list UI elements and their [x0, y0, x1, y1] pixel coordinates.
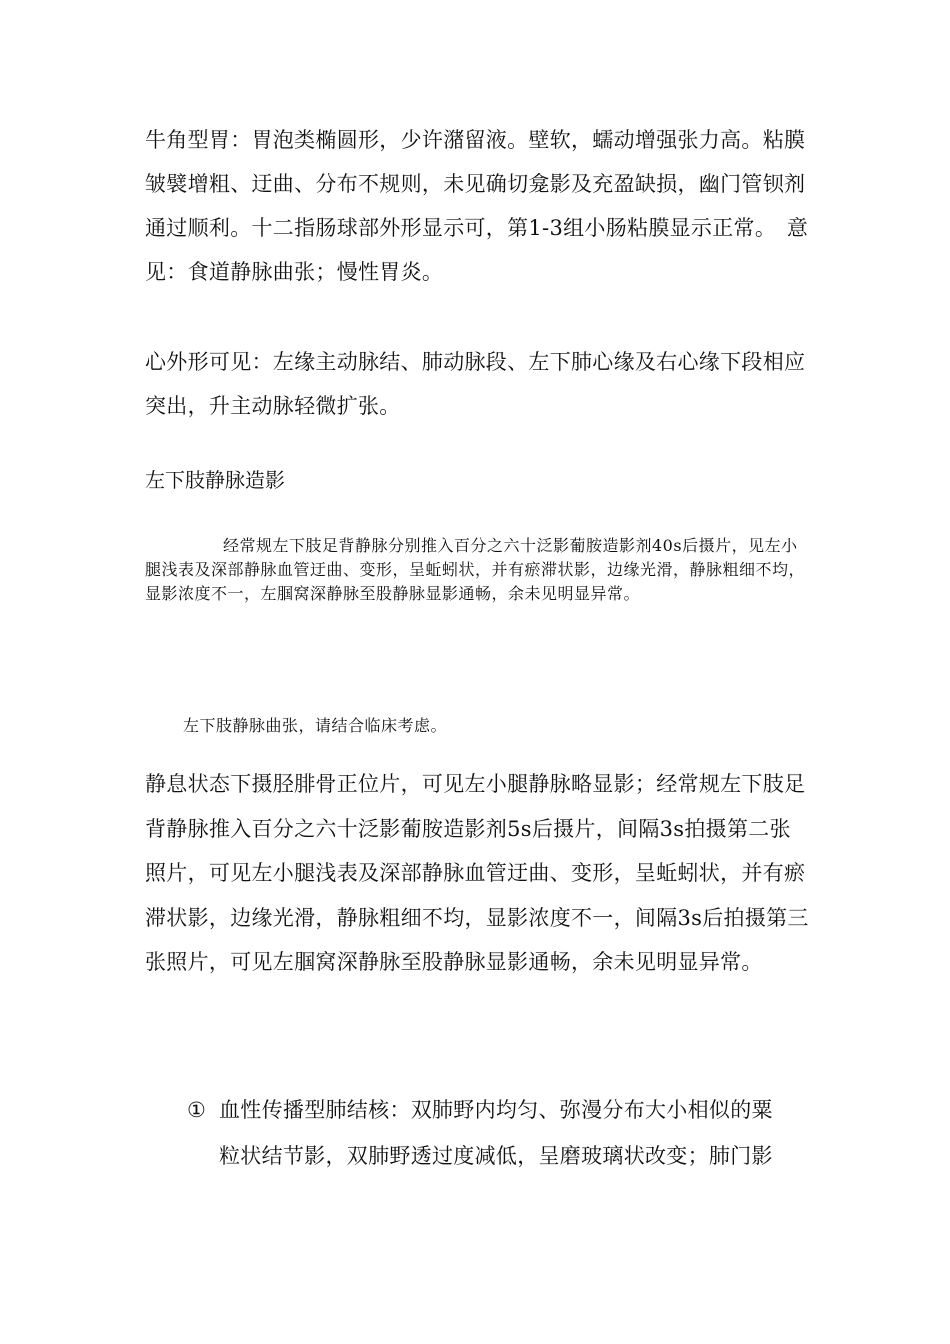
- list-item-text-line-2: 粒状结节影，双肺野透过度减低，呈磨玻璃状改变；肺门影: [219, 1144, 773, 1168]
- venography-heading: 左下肢静脉造影: [145, 468, 285, 492]
- list-item-line-2: [187, 1133, 807, 1179]
- list-item: [187, 1087, 807, 1179]
- list-marker: ①: [187, 1098, 207, 1122]
- venography-impression: 左下肢静脉曲张，请结合临床考虑。: [183, 716, 448, 735]
- heart-findings-paragraph: 心外形可见：左缘主动脉结、肺动脉段、左下肺心缘及右心缘下段相应突出，升主动脉轻微扩张。: [145, 350, 806, 418]
- rest-state-paragraph: 静息状态下摄胫腓骨正位片，可见左小腿静脉略显影；经常规左下肢足背静脉推入百分之六十泛影葡胺造影剂5s后摄片，间隔3s拍摄第二张照片，可见左小腿浅表及深部静脉血管迂曲、变形，呈蚯蚓状，并有瘀滞状影，边缘光滑，静脉粗细不均，显影浓度不一，间隔3s后拍摄第三张照片，可见左腘窝深静脉至股静脉显影通畅，余未见明显异常。: [145, 772, 809, 974]
- venography-findings: 经常规左下肢足背静脉分别推入百分之六十泛影葡胺造影剂40s后摄片，见左小腿浅表及深部静脉血管迂曲、变形，呈蚯蚓状，并有瘀滞状影，边缘光滑，静脉粗细不均，显影浓度不一，左腘窝深静脉至股静脉显影通畅，余未见明显异常。: [145, 536, 806, 603]
- list-item-line-1: [187, 1087, 807, 1133]
- stomach-findings-paragraph: 牛角型胃：胃泡类椭圆形，少许潴留液。壁软，蠕动增强张力高。粘膜皱襞增粗、迂曲、分布不规则，未见确切龛影及充盈缺损，幽门管钡剂通过顺利。十二指肠球部外形显示可，第1-3组小肠粘膜显示正常。 意见：食道静脉曲张；慢性胃炎。: [145, 128, 809, 284]
- list-item-text-line-1: 血性传播型肺结核：双肺野内均匀、弥漫分布大小相似的粟: [219, 1098, 773, 1122]
